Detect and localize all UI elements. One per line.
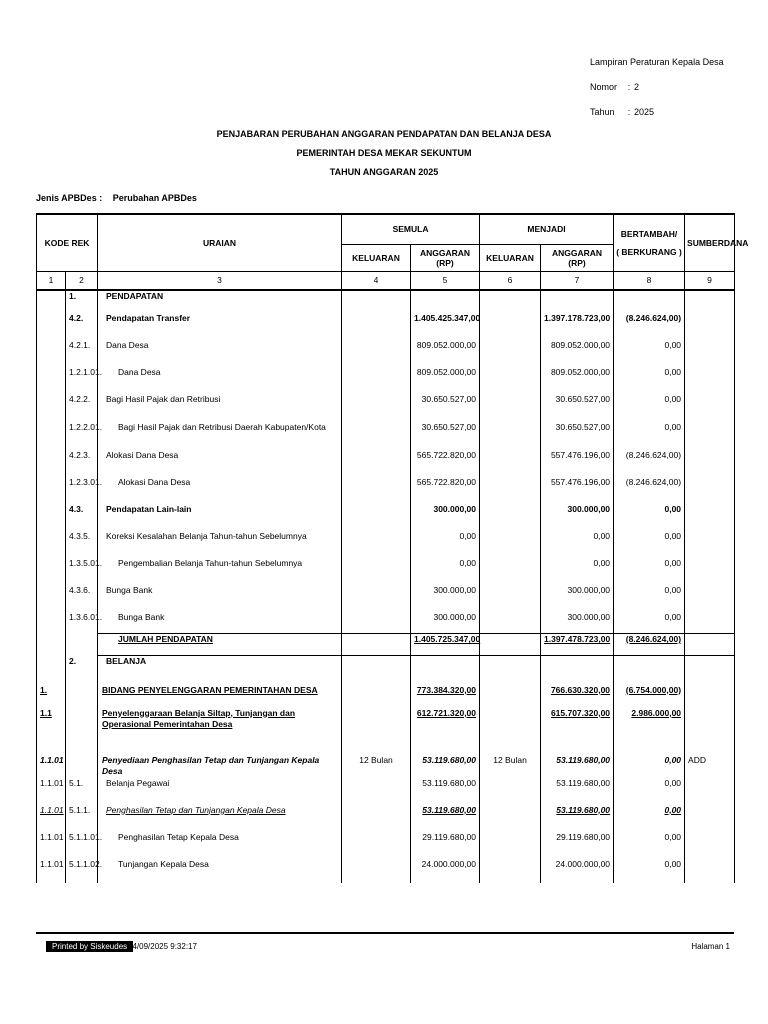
cell-uraian: Penghasilan Tetap dan Tunjangan Kepala Desa [106,804,286,815]
cell-anggaran-semula: 809.052.000,00 [416,366,477,377]
cell-uraian: Alokasi Dana Desa [106,449,179,460]
cell-kode-rek: 1.2.2.01. [69,421,103,432]
cell-anggaran-menjadi: 0,00 [593,557,611,568]
print-datetime: 04/09/2025 9:32:17 [128,942,197,951]
cell-anggaran-semula: 565.722.820,00 [416,476,477,487]
table-row [37,685,735,708]
lampiran-block [590,56,724,131]
cell-selisih: 0,00 [664,831,682,842]
cell-kode-rek: 1.2.3.01. [69,476,103,487]
document-titles [0,128,768,185]
table-row [37,531,735,558]
col-num-5: 5 [411,271,480,290]
table-end-cell [66,879,98,883]
table-body [37,290,735,883]
cell-anggaran-semula: 30.650.527,00 [421,393,477,404]
table-end-cell [411,879,480,883]
cell-selisih: 0,00 [664,393,682,404]
cell-kode-bidang: 1. [40,684,48,695]
cell-anggaran-menjadi: 53.119.680,00 [556,777,611,788]
table-row [37,778,735,805]
header-anggaran-menjadi: ANGGARAN (RP) [541,244,614,271]
cell-anggaran-menjadi: 809.052.000,00 [550,366,611,377]
cell-anggaran-semula: 0,00 [459,557,477,568]
cell-anggaran-semula: 29.119.680,00 [422,831,477,842]
cell-kode-rek: 4.3. [69,503,84,514]
cell-selisih: (8.246.624,00) [625,312,682,323]
col-num-9: 9 [685,271,735,290]
cell-anggaran-semula: 30.650.527,00 [421,421,477,432]
cell-kode-bidang: 1.1 [40,707,52,718]
header-uraian: URAIAN [98,214,342,271]
cell-anggaran-menjadi: 29.119.680,00 [556,831,611,842]
cell-anggaran-menjadi: 557.476.196,00 [550,449,611,460]
header-keluaran-menjadi: KELUARAN [480,244,541,271]
cell-kode-rek: 5.1.1.02. [69,858,103,869]
cell-keluaran-semula: 12 Bulan [359,754,393,765]
title-line-3: TAHUN ANGGARAN 2025 [329,167,439,177]
cell-kode-rek: 4.2.2. [69,393,91,404]
table-row [37,477,735,504]
lampiran-title: Lampiran Peraturan Kepala Desa [590,57,724,67]
cell-selisih: 0,00 [664,584,682,595]
jenis-value: Perubahan APBDes [112,193,197,203]
cell-anggaran-menjadi: 53.119.680,00 [556,754,611,765]
cell-kode-bidang: 1.1.01 [40,831,64,842]
cell-kode-rek: 5.1.1. [69,804,91,815]
col-num-8: 8 [614,271,685,290]
cell-kode-rek: 4.2.3. [69,449,91,460]
cell-kode-rek: 4.3.5. [69,530,91,541]
cell-anggaran-menjadi: 557.476.196,00 [550,476,611,487]
table-row [37,585,735,612]
printed-by-label: Printed by Siskeudes [46,941,133,952]
cell-kode-bidang: 1.1.01 [40,804,64,815]
cell-anggaran-semula: 1.405.725.347,00 [414,634,481,644]
table-end-cell [342,879,411,883]
table-end-cell [37,879,66,883]
cell-uraian: PENDAPATAN [106,290,164,301]
col-num-1: 1 [37,271,66,290]
table-end-cell [480,879,541,883]
cell-anggaran-menjadi: 300.000,00 [567,611,611,622]
cell-selisih: 0,00 [664,421,682,432]
cell-anggaran-menjadi: 300.000,00 [567,503,611,514]
cell-uraian: Belanja Pegawai [106,777,170,788]
cell-anggaran-menjadi: 30.650.527,00 [555,393,611,404]
header-keluaran-semula: KELUARAN [342,244,411,271]
cell-selisih: 2.986.000,00 [631,707,682,718]
cell-selisih: (8.246.624,00) [625,634,682,644]
cell-anggaran-menjadi: 300.000,00 [567,584,611,595]
table-row [37,450,735,477]
budget-table [36,213,749,883]
jenis-label: Jenis APBDes : [36,193,103,203]
cell-anggaran-menjadi: 766.630.320,00 [550,684,611,695]
table-row [37,832,735,859]
cell-anggaran-semula: 300.000,00 [433,503,477,514]
cell-selisih: 0,00 [664,339,682,350]
cell-uraian: Dana Desa [106,339,149,350]
cell-uraian: Penyediaan Penghasilan Tetap dan Tunjangan Kepala Desa [102,754,320,776]
cell-anggaran-menjadi: 0,00 [593,530,611,541]
cell-uraian: BELANJA [106,656,147,666]
cell-kode-rek: 1.3.5.01. [69,557,103,568]
page-number: Halaman 1 [691,942,730,951]
cell-selisih: 0,00 [664,858,682,869]
col-num-6: 6 [480,271,541,290]
cell-anggaran-menjadi: 24.000.000,00 [555,858,611,869]
col-num-4: 4 [342,271,411,290]
table-row [37,805,735,832]
table-row [37,504,735,531]
cell-kode-bidang: 1.1.01 [40,754,64,765]
header-semula: SEMULA [342,214,480,244]
cell-anggaran-semula: 565.722.820,00 [416,449,477,460]
table-end-cell [614,879,685,883]
cell-uraian: Bagi Hasil Pajak dan Retribusi Daerah Kabupaten/Kota [118,421,326,432]
jenis-apbdes [36,193,205,203]
cell-selisih: 0,00 [664,777,682,788]
cell-selisih: (8.246.624,00) [625,476,682,487]
cell-anggaran-semula: 809.052.000,00 [416,339,477,350]
nomor-label: Nomor [590,82,618,92]
cell-uraian: Bunga Bank [118,611,165,622]
header-menjadi: MENJADI [480,214,614,244]
cell-kode-rek: 1.3.6.01. [69,611,103,622]
header-kode-rek: KODE REK [37,214,98,271]
cell-selisih: 0,00 [664,611,682,622]
cell-kode-bidang: 1.1.01 [40,858,64,869]
col-num-3: 3 [98,271,342,290]
table-row [37,558,735,585]
cell-anggaran-semula: 53.119.680,00 [422,777,477,788]
cell-kode-rek: 4.2. [69,312,84,323]
cell-kode-rek: 1.2.1.01. [69,366,103,377]
table-row [37,859,735,879]
table-row [37,422,735,450]
table-end-row [37,879,735,883]
cell-kode-rek: 4.2.1. [69,339,91,350]
cell-selisih: (6.754.000,00) [625,684,682,695]
cell-selisih: (8.246.624,00) [625,449,682,460]
cell-uraian: Koreksi Kesalahan Belanja Tahun-tahun Sebelumnya [106,530,307,541]
cell-anggaran-menjadi: 1.397.478.723,00 [544,634,611,644]
cell-uraian: Bunga Bank [106,584,153,595]
nomor-colon: : [627,82,631,92]
cell-uraian: Pendapatan Transfer [106,312,191,323]
cell-kode-bidang: 1.1.01 [40,777,64,788]
cell-selisih: 0,00 [664,503,682,514]
table-row [37,656,735,685]
page-footer [36,932,734,954]
nomor-value: 2 [634,82,640,92]
cell-keluaran-menjadi: 12 Bulan [493,754,527,765]
cell-uraian: JUMLAH PENDAPATAN [118,634,213,644]
cell-uraian: Pengembalian Belanja Tahun-tahun Sebelumnya [118,557,303,568]
table-row [37,367,735,394]
cell-anggaran-menjadi: 809.052.000,00 [550,339,611,350]
title-line-2: PEMERINTAH DESA MEKAR SEKUNTUM [296,148,472,158]
table-end-cell [541,879,614,883]
title-line-1: PENJABARAN PERUBAHAN ANGGARAN PENDAPATAN DAN BELANJA DESA [216,129,552,139]
table-end-cell [685,879,735,883]
table-row [37,394,735,422]
col-num-2: 2 [66,271,98,290]
cell-uraian: Dana Desa [118,366,161,377]
cell-uraian: Penghasilan Tetap Kepala Desa [118,831,239,842]
table-end-cell [98,879,342,883]
cell-kode-rek: 5.1.1.01. [69,831,103,842]
table-row [37,290,735,313]
header-anggaran-semula: ANGGARAN (RP) [411,244,480,271]
cell-selisih: 0,00 [664,530,682,541]
cell-selisih: 0,00 [664,557,682,568]
cell-anggaran-semula: 612.721.320,00 [416,707,477,718]
tahun-label: Tahun [590,107,615,117]
cell-anggaran-menjadi: 1.397.178.723,00 [544,312,611,323]
table-row [37,755,735,778]
table-row [37,340,735,367]
cell-anggaran-semula: 53.119.680,00 [422,804,477,815]
cell-anggaran-menjadi: 53.119.680,00 [556,804,611,815]
cell-uraian: Penyelenggaraan Belanja Siltap, Tunjangan dan Operasional Pemerintahan Desa [102,707,296,729]
cell-kode-rek: 5.1. [69,777,84,788]
cell-sumberdana: ADD [688,754,706,765]
cell-anggaran-semula: 53.119.680,00 [422,754,477,765]
header-berkurang-line: ( BERKURANG ) [616,246,682,257]
cell-anggaran-menjadi: 615.707.320,00 [550,707,611,718]
cell-uraian: BIDANG PENYELENGGARAN PEMERINTAHAN DESA [102,684,318,695]
cell-kode-rek: 1. [69,290,77,301]
cell-selisih: 0,00 [664,366,682,377]
col-num-7: 7 [541,271,614,290]
tahun-colon: : [627,107,631,117]
tahun-value: 2025 [634,107,655,117]
table-row [37,313,735,340]
cell-kode-rek: 4.3.6. [69,584,91,595]
cell-anggaran-semula: 773.384.320,00 [416,684,477,695]
header-sumberdana: SUMBERDANA [685,214,735,271]
cell-anggaran-menjadi: 30.650.527,00 [555,421,611,432]
cell-uraian: Pendapatan Lain-lain [106,503,192,514]
cell-anggaran-semula: 1.405.425.347,00 [414,312,481,323]
cell-anggaran-semula: 300.000,00 [433,611,477,622]
cell-selisih: 0,00 [664,754,682,765]
cell-kode-rek: 2. [69,655,77,666]
header-bertambah [614,214,685,271]
table-row [37,634,735,656]
cell-anggaran-semula: 24.000.000,00 [421,858,477,869]
cell-anggaran-semula: 300.000,00 [433,584,477,595]
cell-anggaran-semula: 0,00 [459,530,477,541]
table-row [37,612,735,634]
table-row [37,708,735,755]
cell-uraian: Tunjangan Kepala Desa [118,858,209,869]
header-bertambah-line: BERTAMBAH/ [620,228,678,239]
cell-uraian: Bagi Hasil Pajak dan Retribusi [106,393,221,404]
cell-selisih: 0,00 [664,804,682,815]
cell-uraian: Alokasi Dana Desa [118,476,191,487]
